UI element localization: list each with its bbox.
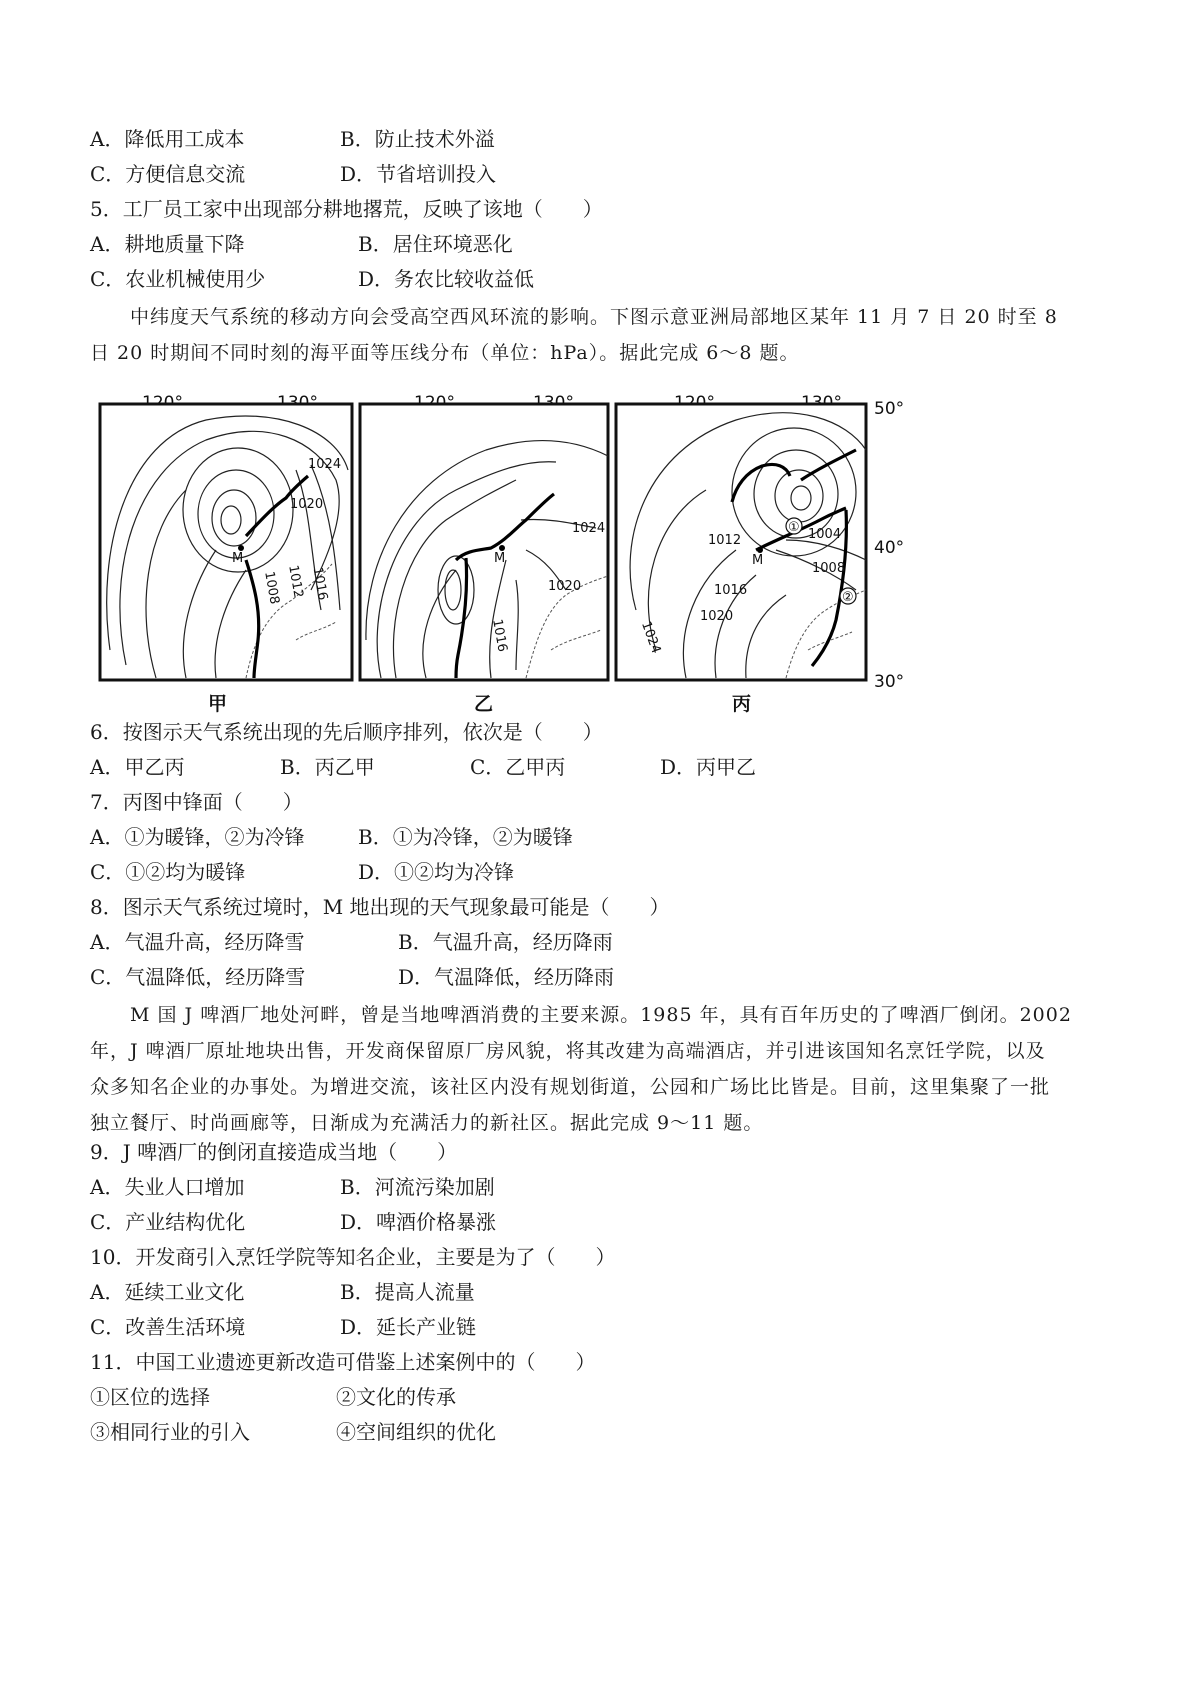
q6-option-b: B．丙乙甲 bbox=[280, 755, 375, 779]
passage2-line1: M 国 J 啤酒厂地处河畔，曾是当地啤酒消费的主要来源。1985 年，具有百年历史的了啤酒厂倒闭。2002 bbox=[90, 1004, 1072, 1026]
map-yi bbox=[360, 404, 608, 715]
map-bing-isobar-1020: 1020 bbox=[700, 609, 734, 624]
q11-option-4: ④空间组织的优化 bbox=[336, 1420, 496, 1444]
q10-stem: 10．开发商引入烹饪学院等知名企业，主要是为了（ ） bbox=[90, 1245, 616, 1269]
passage2-line4: 独立餐厅、时尚画廊等，日渐成为充满活力的新社区。据此完成 9～11 题。 bbox=[90, 1112, 764, 1134]
map-yi-point-m: M bbox=[494, 551, 506, 566]
q10-option-c: C．改善生活环境 bbox=[90, 1315, 246, 1339]
q9-option-c: C．产业结构优化 bbox=[90, 1210, 246, 1234]
map-jia-isobar-1024: 1024 bbox=[308, 457, 342, 472]
q9-option-b: B．河流污染加剧 bbox=[340, 1175, 495, 1199]
passage2-line2: 年，J 啤酒厂原址地块出售，开发商保留原厂房风貌，将其改建为高端酒店，并引进该国知名烹饪学院，以及 bbox=[90, 1040, 1046, 1062]
q8-option-c: C．气温降低，经历降雪 bbox=[90, 965, 306, 989]
q11-option-3: ③相同行业的引入 bbox=[90, 1420, 250, 1444]
q6-option-a: A．甲乙丙 bbox=[90, 755, 185, 779]
q9-option-d: D．啤酒价格暴涨 bbox=[340, 1210, 497, 1234]
map-jia-isobar-1016: 1016 bbox=[309, 566, 331, 602]
q4-option-a: A．降低用工成本 bbox=[90, 127, 245, 151]
q11-stem: 11．中国工业遗迹更新改造可借鉴上述案例中的（ ） bbox=[90, 1350, 596, 1374]
isobar-map-figure bbox=[96, 399, 1006, 770]
q6-option-d: D．丙甲乙 bbox=[660, 755, 757, 779]
q4-option-b: B．防止技术外溢 bbox=[340, 127, 495, 151]
q11-option-2: ②文化的传承 bbox=[336, 1385, 456, 1409]
q5-option-c: C．农业机械使用少 bbox=[90, 267, 266, 291]
passage2-line3: 众多知名企业的办事处。为增进交流，该社区内没有规划街道，公园和广场比比皆是。目前，这里集聚了一批 bbox=[90, 1076, 1051, 1098]
map-bing-caption: 丙 bbox=[732, 693, 752, 715]
map-bing-front-1: ① bbox=[788, 520, 800, 535]
map-jia-point-m: M bbox=[232, 551, 244, 566]
q5-option-a: A．耕地质量下降 bbox=[90, 232, 245, 256]
q4-option-c: C．方便信息交流 bbox=[90, 162, 246, 186]
q7-option-d: D．①②均为冷锋 bbox=[358, 860, 515, 884]
map-bing-point-m: M bbox=[752, 553, 764, 568]
map-yi-caption: 乙 bbox=[474, 693, 494, 715]
q4-option-d: D．节省培训投入 bbox=[340, 162, 497, 186]
q5-option-b: B．居住环境恶化 bbox=[358, 232, 513, 256]
q7-option-b: B．①为冷锋，②为暖锋 bbox=[358, 825, 573, 849]
q9-stem: 9．J 啤酒厂的倒闭直接造成当地（ ） bbox=[90, 1140, 458, 1164]
map-yi-isobar-1020: 1020 bbox=[548, 579, 582, 594]
q8-option-a: A．气温升高，经历降雪 bbox=[90, 930, 305, 954]
map-yi-isobar-1016: 1016 bbox=[489, 617, 510, 654]
map-bing-isobar-1012: 1012 bbox=[708, 533, 742, 548]
map-jia bbox=[100, 404, 352, 715]
map-jia-isobar-1008: 1008 bbox=[261, 570, 282, 606]
map-bing bbox=[616, 404, 866, 715]
q8-option-d: D．气温降低，经历降雨 bbox=[398, 965, 615, 989]
map-bing-isobar-1016: 1016 bbox=[714, 583, 748, 598]
q5-stem: 5．工厂员工家中出现部分耕地撂荒，反映了该地（ ） bbox=[90, 197, 603, 221]
q11-option-1: ①区位的选择 bbox=[90, 1385, 210, 1409]
q6-stem: 6．按图示天气系统出现的先后顺序排列，依次是（ ） bbox=[90, 720, 603, 744]
q7-option-c: C．①②均为暖锋 bbox=[90, 860, 246, 884]
q10-option-a: A．延续工业文化 bbox=[90, 1280, 245, 1304]
map-jia-caption: 甲 bbox=[208, 693, 228, 715]
map-bing-isobar-1024: 1024 bbox=[637, 619, 664, 656]
lat-label-30: 30° bbox=[874, 672, 905, 692]
q7-option-a: A．①为暖锋，②为冷锋 bbox=[90, 825, 305, 849]
q6-option-c: C．乙甲丙 bbox=[470, 755, 566, 779]
q7-stem: 7．丙图中锋面（ ） bbox=[90, 790, 303, 814]
map-bing-isobar-1004: 1004 bbox=[808, 527, 842, 542]
map-bing-front-2: ② bbox=[842, 590, 854, 605]
map-bing-isobar-1008: 1008 bbox=[812, 561, 846, 576]
map-yi-isobar-1024: 1024 bbox=[572, 521, 606, 536]
q10-option-d: D．延长产业链 bbox=[340, 1315, 477, 1339]
lat-label-40: 40° bbox=[874, 538, 905, 558]
map-jia-isobar-1012: 1012 bbox=[285, 563, 306, 600]
q5-option-d: D．务农比较收益低 bbox=[358, 267, 535, 291]
q10-option-b: B．提高人流量 bbox=[340, 1280, 475, 1304]
q8-option-b: B．气温升高，经历降雨 bbox=[398, 930, 613, 954]
passage1-line1: 中纬度天气系统的移动方向会受高空西风环流的影响。下图示意亚洲局部地区某年 11 月 7 日 20 时至 8 bbox=[90, 306, 1058, 328]
lat-label-50: 50° bbox=[874, 399, 905, 419]
passage1-line2: 日 20 时期间不同时刻的海平面等压线分布（单位：hPa）。据此完成 6～8 题。 bbox=[90, 342, 800, 364]
q9-option-a: A．失业人口增加 bbox=[90, 1175, 245, 1199]
q8-stem: 8．图示天气系统过境时，M 地出现的天气现象最可能是（ ） bbox=[90, 895, 670, 919]
map-jia-isobar-1020: 1020 bbox=[290, 497, 324, 512]
